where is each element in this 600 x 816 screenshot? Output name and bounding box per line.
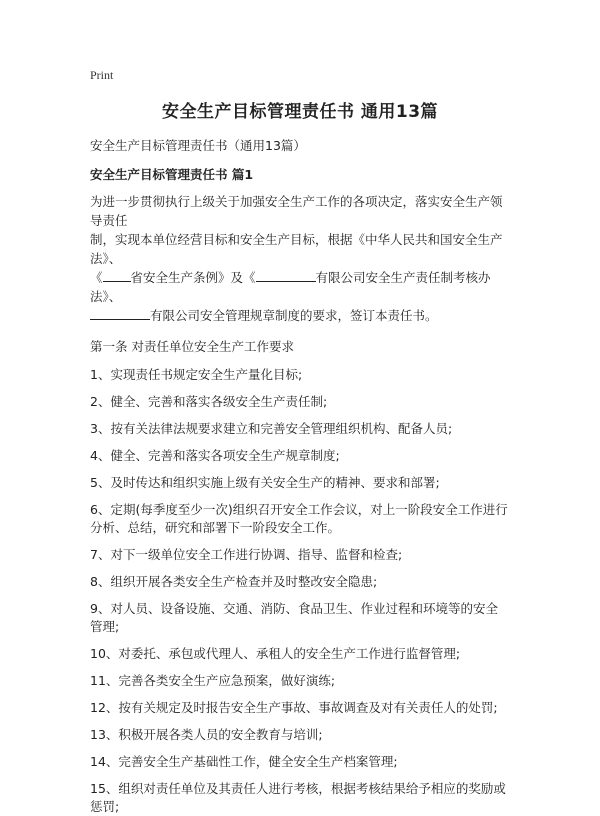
list-item: 11、完善各类安全生产应急预案，做好演练; bbox=[90, 673, 336, 688]
intro-line-3c: 有限公司安全生产责任制考核办法》、 bbox=[90, 270, 491, 304]
article-title: 第一条 对责任单位安全生产工作要求 bbox=[90, 339, 294, 354]
list-item: 8、组织开展各类安全生产检查并及时整改安全隐患; bbox=[90, 574, 378, 589]
document-title: 安全生产目标管理责任书 通用13篇 bbox=[161, 102, 439, 122]
print-label[interactable]: Print bbox=[90, 68, 114, 82]
list-item: 2、健全、完善和落实各级安全生产责任制; bbox=[90, 394, 328, 409]
list-item: 10、对委托、承包或代理人、承租人的安全生产工作进行监督管理; bbox=[90, 646, 461, 661]
fill-in-blank-company-2 bbox=[90, 307, 150, 320]
intro-line-1: 为进一步贯彻执行上级关于加强安全生产工作的各项决定，落实安全生产领导责任 bbox=[90, 194, 503, 228]
list-item: 7、对下一级单位安全工作进行协调、指导、监督和检查; bbox=[90, 547, 403, 562]
intro-line-2: 制，实现本单位经营目标和安全生产目标，根据《中华人民共和国安全生产法》、 bbox=[90, 232, 503, 266]
list-item: 9、对人员、设备设施、交通、消防、食品卫生、作业过程和环境等的安全管理; bbox=[90, 601, 498, 634]
list-item: 12、按有关规定及时报告安全生产事故、事故调查及对有关责任人的处罚; bbox=[90, 700, 498, 715]
list-item: 1、实现责任书规定安全生产量化目标; bbox=[90, 367, 303, 382]
intro-line-3b: 省安全生产条例》及《 bbox=[130, 270, 256, 285]
list-item: 5、及时传达和组织实施上级有关安全生产的精神、要求和部署; bbox=[90, 475, 440, 490]
list-item: 13、积极开展各类人员的安全教育与培训; bbox=[90, 727, 323, 742]
intro-line-4: 有限公司安全管理规章制度的要求，签订本责任书。 bbox=[150, 308, 438, 323]
intro-paragraph bbox=[90, 192, 510, 325]
fill-in-blank-province bbox=[103, 269, 131, 282]
section-heading: 安全生产目标管理责任书 篇1 bbox=[90, 167, 254, 182]
list-item: 4、健全、完善和落实各项安全生产规章制度; bbox=[90, 448, 340, 463]
list-item: 14、完善安全生产基础性工作，健全安全生产档案管理; bbox=[90, 754, 398, 769]
list-item: 3、按有关法律法规要求建立和完善安全管理组织机构、配备人员; bbox=[90, 421, 453, 436]
fill-in-blank-company bbox=[256, 269, 316, 282]
list-item: 6、定期(每季度至少一次)组织召开安全工作会议，对上一阶段安全工作进行分析、总结，研究和部署下一阶段安全工作。 bbox=[90, 502, 508, 535]
intro-line-3a: 《 bbox=[90, 270, 103, 285]
document-subtitle: 安全生产目标管理责任书（通用13篇） bbox=[90, 138, 306, 153]
list-item: 15、组织对责任单位及其责任人进行考核，根据考核结果给予相应的奖励或惩罚; bbox=[90, 781, 506, 814]
requirement-list bbox=[90, 366, 510, 816]
